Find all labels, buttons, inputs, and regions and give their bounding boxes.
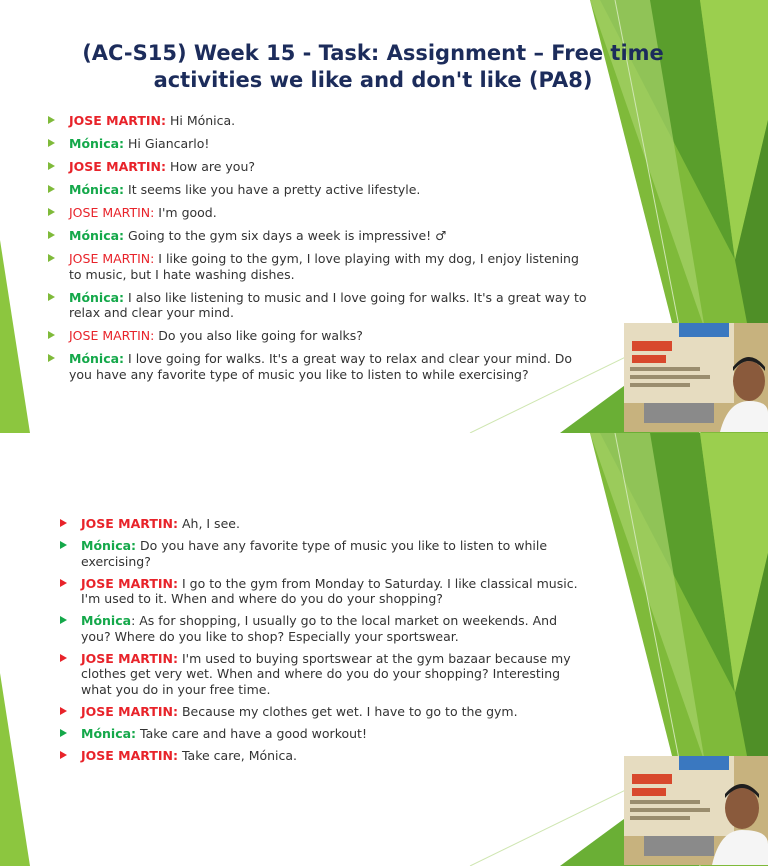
speaker-label: Mónica: <box>69 228 125 243</box>
dialogue-text: Hi Mónica. <box>166 113 236 128</box>
green-triangle-bullet-icon <box>48 116 55 124</box>
dialogue-text: I'm good. <box>154 205 217 220</box>
dialogue-text: Because my clothes get wet. I have to go to the gym. <box>178 703 518 719</box>
speaker-label: Mónica: <box>69 182 125 197</box>
dialogue-text: I like going to the gym, I love playing with my dog, I enjoy listening to music, but I hate washing dishes. <box>69 251 579 282</box>
speaker-label: JOSE MARTIN: <box>81 703 178 719</box>
red-triangle-bullet-icon <box>60 654 67 662</box>
speaker-label: JOSE MARTIN: <box>69 159 166 174</box>
green-triangle-bullet-icon <box>48 231 55 239</box>
webcam-person-image <box>624 323 768 432</box>
red-triangle-bullet-icon <box>60 707 67 715</box>
list-item <box>60 576 590 607</box>
list-item <box>60 726 590 742</box>
list-item <box>48 328 593 344</box>
speaker-label: Mónica <box>81 613 132 628</box>
speaker-label: Mónica: <box>69 289 125 305</box>
dialogue-text: I go to the gym from Monday to Saturday. I like classical music. I'm used to it. When and where do you do your shopping? <box>81 575 578 606</box>
dialogue-text: Do you have any favorite type of music you like to listen to while exercising? <box>81 538 548 569</box>
dialogue-text: I love going for walks. It's a great way to relax and clear your mind. Do you have any favorite type of music you like to listen to while exercising? <box>69 351 573 382</box>
speaker-label: JOSE MARTIN: <box>81 575 178 591</box>
list-item <box>60 704 590 720</box>
green-triangle-bullet-icon <box>60 729 67 737</box>
green-triangle-bullet-icon <box>60 616 67 624</box>
speaker-label: Mónica: <box>81 538 137 553</box>
red-triangle-bullet-icon <box>60 751 67 759</box>
slide-title: (AC-S15) Week 15 - Task: Assignment – Free time activities we like and don't like (PA8) <box>82 41 664 92</box>
list-item <box>48 113 593 129</box>
speaker-label: Mónica: <box>69 136 125 151</box>
list-item <box>60 651 590 698</box>
dialogue-text: Hi Giancarlo! <box>124 136 210 151</box>
green-triangle-bullet-icon <box>48 293 55 301</box>
dialogue-text: Take care, Mónica. <box>178 747 298 763</box>
dialogue-text: : As for shopping, I usually go to the local market on weekends. And you? Where do you like to shop? Especially your sportswear. <box>81 613 558 644</box>
dialogue-text: It seems like you have a pretty active lifestyle. <box>124 182 421 197</box>
list-item <box>60 538 590 569</box>
list-item <box>48 228 593 244</box>
webcam-person-image <box>624 756 768 865</box>
webcam-video-thumbnail <box>624 323 768 432</box>
list-item <box>60 516 590 532</box>
webcam-video-thumbnail <box>624 756 768 865</box>
speaker-label: Mónica: <box>81 725 137 741</box>
dialogue-text: Ah, I see. <box>178 516 240 531</box>
dialogue-text: I'm used to buying sportswear at the gym bazaar because my clothes get very wet. When and where do you do your shopping? Interesting what you do in your free time. <box>81 650 571 697</box>
dialogue-list <box>48 113 593 390</box>
green-triangle-bullet-icon <box>60 541 67 549</box>
speaker-label: JOSE MARTIN: <box>81 747 178 763</box>
speaker-label: JOSE MARTIN: <box>69 328 155 343</box>
green-triangle-bullet-icon <box>48 162 55 170</box>
list-item <box>48 290 593 321</box>
speaker-label: JOSE MARTIN: <box>69 113 166 128</box>
list-item <box>48 205 593 221</box>
green-triangle-bullet-icon <box>48 185 55 193</box>
slide-2 <box>0 433 768 866</box>
green-triangle-bullet-icon <box>48 331 55 339</box>
list-item <box>60 613 590 644</box>
speaker-label: JOSE MARTIN: <box>81 650 178 666</box>
green-triangle-bullet-icon <box>48 254 55 262</box>
list-item <box>48 351 593 382</box>
green-triangle-bullet-icon <box>48 354 55 362</box>
dialogue-text: Take care and have a good workout! <box>136 725 367 741</box>
dialogue-text: I also like listening to music and I love going for walks. It's a great way to relax and clear your mind. <box>69 289 587 320</box>
dialogue-text: Do you also like going for walks? <box>154 328 363 343</box>
green-triangle-bullet-icon <box>48 208 55 216</box>
dialogue-list <box>60 516 590 770</box>
green-triangle-bullet-icon <box>48 139 55 147</box>
speaker-label: JOSE MARTIN: <box>81 516 178 531</box>
red-triangle-bullet-icon <box>60 519 67 527</box>
list-item <box>48 251 593 282</box>
speaker-label: JOSE MARTIN: <box>69 251 155 266</box>
list-item <box>48 159 593 175</box>
list-item <box>48 182 593 198</box>
dialogue-text: How are you? <box>166 159 256 174</box>
red-triangle-bullet-icon <box>60 579 67 587</box>
dialogue-text: Going to the gym six days a week is impressive! ♂ <box>124 228 447 243</box>
list-item <box>48 136 593 152</box>
speaker-label: JOSE MARTIN: <box>69 205 155 220</box>
speaker-label: Mónica: <box>69 351 125 366</box>
list-item <box>60 748 590 764</box>
